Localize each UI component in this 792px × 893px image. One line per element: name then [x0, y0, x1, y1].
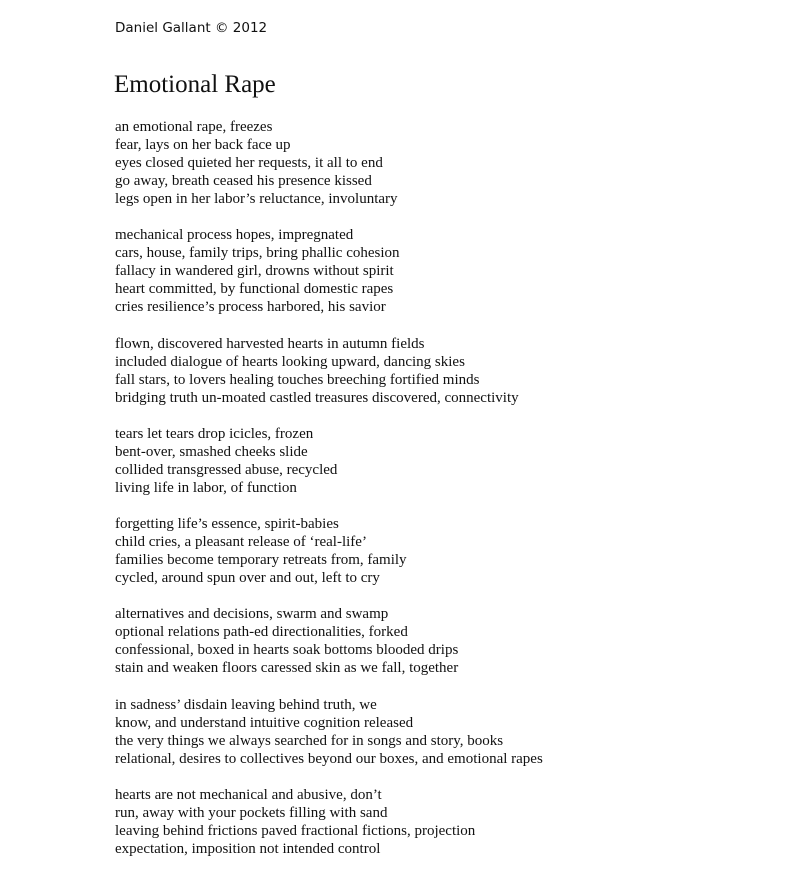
- poem-line: know, and understand intuitive cognition released: [115, 714, 414, 731]
- poem-line: go away, breath ceased his presence kissed: [115, 173, 372, 190]
- poem-title: Emotional Rape: [114, 71, 276, 98]
- author-copyright-line: Daniel Gallant © 2012: [115, 20, 268, 36]
- poem-line: included dialogue of hearts looking upward, dancing skies: [115, 353, 465, 370]
- poem-line: flown, discovered harvested hearts in autumn fields: [115, 335, 425, 352]
- stanza-2: [115, 226, 543, 316]
- poem-line: optional relations path-ed directionalities, forked: [115, 624, 408, 641]
- poem-body: [115, 118, 543, 876]
- poem-line: fear, lays on her back face up: [115, 137, 291, 154]
- poem-line: confessional, boxed in hearts soak bottoms blooded drips: [115, 642, 459, 659]
- stanza-6: [115, 605, 543, 677]
- poem-line: collided transgressed abuse, recycled: [115, 461, 338, 478]
- poem-line: cycled, around spun over and out, left to cry: [115, 570, 380, 587]
- poem-line: leaving behind frictions paved fractional fictions, projection: [115, 822, 476, 839]
- poem-line: an emotional rape, freezes: [115, 119, 273, 135]
- poem-line: legs open in her labor’s reluctance, involuntary: [115, 191, 398, 208]
- stanza-3: [115, 335, 543, 407]
- poem-line: bridging truth un-moated castled treasures discovered, connectivity: [115, 389, 519, 406]
- poem-line: run, away with your pockets filling with sand: [115, 804, 388, 821]
- poem-line: child cries, a pleasant release of ‘real-life’: [115, 534, 367, 551]
- poem-line: eyes closed quieted her requests, it all to end: [115, 155, 383, 172]
- poem-line: fallacy in wandered girl, drowns without spirit: [115, 263, 394, 280]
- poem-line: living life in labor, of function: [115, 479, 297, 496]
- poem-line: heart committed, by functional domestic rapes: [115, 281, 394, 298]
- poem-line: relational, desires to collectives beyond our boxes, and emotional rapes: [115, 750, 543, 767]
- poem-line: the very things we always searched for in songs and story, books: [115, 732, 504, 749]
- stanza-7: [115, 696, 543, 768]
- poem-line: forgetting life’s essence, spirit-babies: [115, 516, 339, 533]
- poem-line: cries resilience’s process harbored, his savior: [115, 299, 386, 316]
- poem-line: in sadness’ disdain leaving behind truth, we: [115, 696, 377, 713]
- stanza-5: [115, 515, 543, 587]
- poem-line: tears let tears drop icicles, frozen: [115, 425, 314, 442]
- stanza-8: [115, 786, 543, 858]
- poem-line: hearts are not mechanical and abusive, don’t: [115, 786, 382, 803]
- stanza-4: [115, 425, 543, 497]
- poem-line: stain and weaken floors caressed skin as we fall, together: [115, 660, 459, 677]
- poem-line: fall stars, to lovers healing touches breeching fortified minds: [115, 371, 480, 388]
- poem-line: cars, house, family trips, bring phallic cohesion: [115, 245, 400, 262]
- poem-line: alternatives and decisions, swarm and swamp: [115, 606, 389, 623]
- stanza-1: [115, 118, 543, 208]
- poem-line: bent-over, smashed cheeks slide: [115, 443, 308, 460]
- poem-line: mechanical process hopes, impregnated: [115, 227, 354, 244]
- poem-line: expectation, imposition not intended control: [115, 840, 381, 857]
- poem-line: families become temporary retreats from, family: [115, 552, 407, 569]
